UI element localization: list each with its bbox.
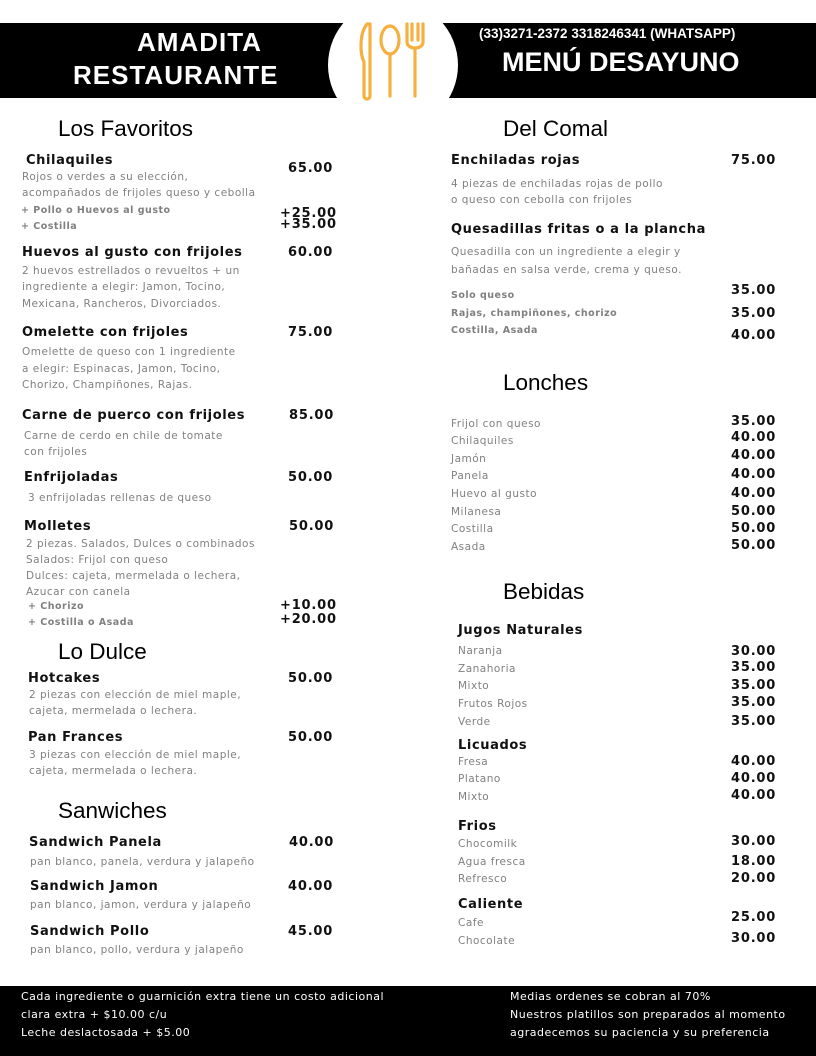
item-option-price: 35.00 [731,306,777,321]
item-price-enfrijoladas: 50.00 [288,470,334,485]
drink-price: 30.00 [731,644,777,659]
item-price-huevos: 60.00 [288,245,334,260]
drink-price: 35.00 [731,660,777,675]
item-desc: Salados: Frijol con queso [26,554,169,566]
drink-price: 35.00 [731,678,777,693]
item-name-pan-frances: Pan Frances [28,730,124,745]
item-desc: ingrediente a elegir: Jamon, Tocino, [22,281,226,293]
drink-price: 40.00 [731,788,777,803]
drink-name: Naranja [458,645,503,657]
item-desc: 4 piezas de enchiladas rojas de pollo [451,178,663,190]
drink-price: 18.00 [731,854,777,869]
lonche-price: 35.00 [731,414,777,429]
item-desc: Omelette de queso con 1 ingrediente [22,346,236,358]
item-price-hotcakes: 50.00 [288,671,334,686]
item-name-sandwich: Sandwich Jamon [30,879,159,894]
item-extra-price: +35.00 [280,217,337,232]
item-desc: bañadas en salsa verde, crema y queso. [451,264,682,276]
item-desc: Dulces: cajeta, mermelada o lechera, [26,570,241,582]
drink-name: Chocolate [458,935,516,947]
item-extra: + Pollo o Huevos al gusto [21,205,171,216]
item-extra: + Costilla o Asada [28,617,134,628]
subsection-title-jugos: Jugos Naturales [458,623,583,638]
item-name-quesadillas: Quesadillas fritas o a la plancha [451,222,706,237]
item-name-omelette: Omelette con frijoles [22,325,189,340]
footer-note: Nuestros platillos son preparados al momento [510,1008,786,1021]
item-price-pan-frances: 50.00 [288,730,334,745]
subsection-title-caliente: Caliente [458,897,524,912]
drink-name: Frutos Rojos [458,698,528,710]
section-title-lonches: Lonches [503,370,589,395]
footer-note: clara extra + $10.00 c/u [21,1008,168,1021]
drink-price: 40.00 [731,754,777,769]
item-desc: cajeta, mermelada o lechera. [29,705,198,717]
lonche-name: Asada [451,541,486,553]
lonche-price: 40.00 [731,448,777,463]
item-price-sandwich: 40.00 [289,835,335,850]
section-title-favoritos: Los Favoritos [58,116,194,141]
drink-name: Platano [458,773,501,785]
item-desc: 2 piezas con elección de miel maple, [29,689,242,701]
drink-price: 25.00 [731,910,777,925]
item-desc: Rojos o verdes a su elección, [22,171,189,183]
item-extra-price: +25.00 [280,206,337,221]
section-title-sanwiches: Sanwiches [58,798,167,823]
lonche-name: Costilla [451,523,494,535]
item-price-carne: 85.00 [289,408,335,423]
drink-price: 30.00 [731,834,777,849]
item-name-hotcakes: Hotcakes [28,671,101,686]
lonche-name: Frijol con queso [451,418,541,430]
item-name-enfrijoladas: Enfrijoladas [24,470,119,485]
drink-price: 40.00 [731,771,777,786]
lonche-price: 40.00 [731,486,777,501]
drink-price: 30.00 [731,931,777,946]
lonche-name: Chilaquiles [451,435,514,447]
knife-spoon-fork-icon [355,20,431,102]
lonche-name: Jamón [451,453,487,465]
item-desc: pan blanco, pollo, verdura y jalapeño [30,944,244,956]
item-price-chilaquiles: 65.00 [288,161,334,176]
item-desc: acompañados de frijoles queso y cebolla [22,187,256,199]
item-name-sandwich: Sandwich Panela [29,835,162,850]
item-extra: + Costilla [21,221,78,232]
footer-note: Medias ordenes se cobran al 70% [510,990,711,1003]
item-option-price: 40.00 [731,328,777,343]
item-name-enchiladas: Enchiladas rojas [451,153,581,168]
item-desc: cajeta, mermelada o lechera. [29,765,198,777]
item-name-chilaquiles: Chilaquiles [26,153,114,168]
drink-name: Mixto [458,680,490,692]
item-desc: 3 enfrijoladas rellenas de queso [28,492,212,504]
item-price-sandwich: 40.00 [288,879,334,894]
item-desc: con frijoles [24,446,88,458]
item-desc: 3 piezas con elección de miel maple, [29,749,242,761]
item-option-price: 35.00 [731,283,777,298]
footer-note: Leche deslactosada + $5.00 [21,1026,191,1039]
subsection-title-frios: Frios [458,819,497,834]
item-name-sandwich: Sandwich Pollo [30,924,150,939]
phone-numbers: (33)3271-2372 3318246341 (WHATSAPP) [479,26,736,41]
item-desc: Quesadilla con un ingrediente a elegir y [451,246,681,258]
item-price-molletes: 50.00 [289,519,335,534]
drink-name: Verde [458,716,491,728]
item-option: Costilla, Asada [451,325,538,336]
item-desc: a elegir: Espinacas, Jamon, Tocino, [22,363,221,375]
item-option: Solo queso [451,290,515,301]
item-name-carne: Carne de puerco con frijoles [22,408,246,423]
item-price-omelette: 75.00 [288,325,334,340]
item-price-sandwich: 45.00 [288,924,334,939]
item-desc: pan blanco, panela, verdura y jalapeño [30,856,255,868]
drink-price: 35.00 [731,714,777,729]
drink-name: Cafe [458,917,484,929]
item-desc: Chorizo, Champiñones, Rajas. [22,379,193,391]
drink-name: Mixto [458,791,490,803]
item-extra: + Chorizo [28,601,85,612]
footer-note: agradecemos su paciencia y su preferencia [510,1026,770,1039]
item-desc: 2 piezas. Salados, Dulces o combinados [26,538,255,550]
section-title-dulce: Lo Dulce [58,639,147,664]
drink-price: 20.00 [731,871,777,886]
lonche-price: 40.00 [731,467,777,482]
item-name-huevos: Huevos al gusto con frijoles [22,245,243,260]
item-option: Rajas, champiñones, chorizo [451,308,618,319]
item-desc: o queso con cebolla con frijoles [451,194,633,206]
drink-name: Chocomilk [458,838,518,850]
item-desc: pan blanco, jamon, verdura y jalapeño [30,899,252,911]
menu-title: MENÚ DESAYUNO [502,47,740,77]
lonche-price: 50.00 [731,521,777,536]
section-title-comal: Del Comal [503,116,609,141]
restaurant-name-line1: AMADITA [137,27,262,57]
lonche-name: Huevo al gusto [451,488,538,500]
item-desc: 2 huevos estrellados o revueltos + un [22,265,240,277]
lonche-price: 40.00 [731,430,777,445]
section-title-bebidas: Bebidas [503,579,585,604]
footer-note: Cada ingrediente o guarnición extra tiene un costo adicional [21,990,385,1003]
restaurant-name-line2: RESTAURANTE [73,60,279,90]
item-desc: Mexicana, Rancheros, Divorciados. [22,298,222,310]
lonche-price: 50.00 [731,538,777,553]
item-extra-price: +20.00 [280,612,337,627]
lonche-name: Panela [451,470,489,482]
item-desc: Azucar con canela [26,586,131,598]
drink-name: Fresa [458,756,489,768]
subsection-title-licuados: Licuados [458,738,528,753]
item-extra-price: +10.00 [280,598,337,613]
lonche-price: 50.00 [731,504,777,519]
lonche-name: Milanesa [451,506,502,518]
drink-name: Zanahoria [458,663,516,675]
item-price-enchiladas: 75.00 [731,153,777,168]
drink-price: 35.00 [731,695,777,710]
drink-name: Agua fresca [458,856,526,868]
item-desc: Carne de cerdo en chile de tomate [24,430,223,442]
drink-name: Refresco [458,873,508,885]
item-name-molletes: Molletes [24,519,92,534]
